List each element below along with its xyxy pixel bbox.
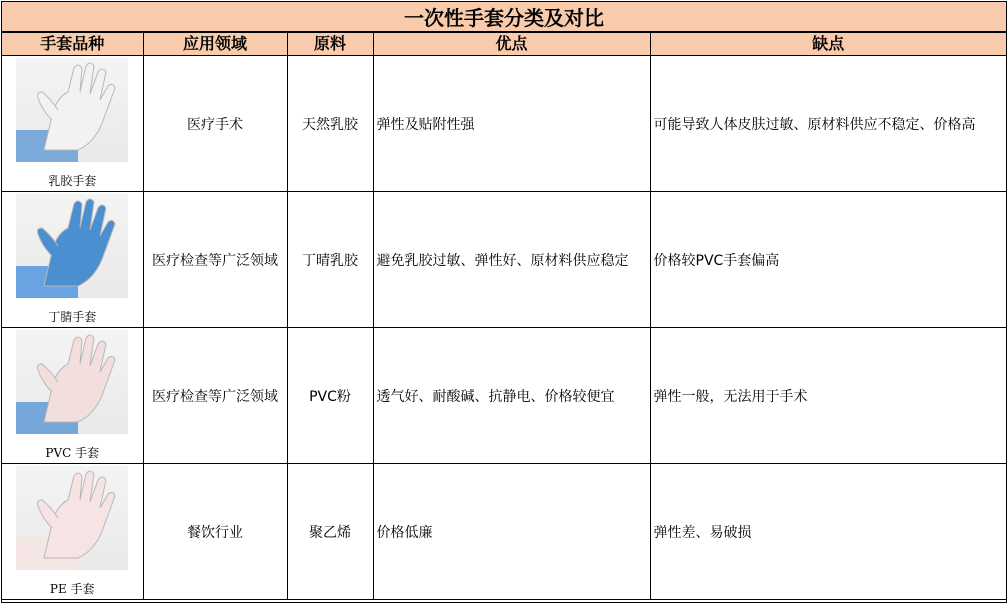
pros-cell: 透气好、耐酸碱、抗静电、价格较便宜 xyxy=(373,328,650,464)
field-cell: 医疗检查等广泛领域 xyxy=(143,192,287,328)
glove-photo xyxy=(16,194,128,298)
glove-icon xyxy=(16,194,128,298)
header-cons: 缺点 xyxy=(650,33,1006,56)
glove-icon xyxy=(16,330,128,434)
field-cell: 医疗检查等广泛领域 xyxy=(143,328,287,464)
glove-photo xyxy=(16,466,128,570)
pros-cell: 价格低廉 xyxy=(373,464,650,600)
glove-comparison-table xyxy=(2,32,1006,600)
header-field: 应用领域 xyxy=(143,33,287,56)
table-row xyxy=(2,464,1006,600)
glove-icon xyxy=(16,58,128,162)
glove-caption: 乳胶手套 xyxy=(48,174,97,188)
field-cell: 餐饮行业 xyxy=(143,464,287,600)
glove-caption: PE 手套 xyxy=(49,582,95,596)
header-variety: 手套品种 xyxy=(2,33,143,56)
glove-photo xyxy=(16,330,128,434)
material-cell: 天然乳胶 xyxy=(287,56,373,192)
glove-caption: 丁腈手套 xyxy=(48,310,97,324)
material-cell: 丁晴乳胶 xyxy=(287,192,373,328)
material-cell: 聚乙烯 xyxy=(287,464,373,600)
sheet-title: 一次性手套分类及对比 xyxy=(2,2,1006,32)
pros-cell: 弹性及贴附性强 xyxy=(373,56,650,192)
table-row xyxy=(2,192,1006,328)
header-pros: 优点 xyxy=(373,33,650,56)
variety-cell xyxy=(2,192,143,328)
glove-caption: PVC 手套 xyxy=(45,446,100,460)
table-row xyxy=(2,328,1006,464)
glove-icon xyxy=(16,466,128,570)
cons-cell: 价格较PVC手套偏高 xyxy=(650,192,1006,328)
variety-cell xyxy=(2,328,143,464)
cons-cell: 弹性差、易破损 xyxy=(650,464,1006,600)
table-row xyxy=(2,56,1006,192)
material-cell: PVC粉 xyxy=(287,328,373,464)
variety-cell xyxy=(2,56,143,192)
comparison-sheet xyxy=(1,1,1007,603)
pros-cell: 避免乳胶过敏、弹性好、原材料供应稳定 xyxy=(373,192,650,328)
cons-cell: 弹性一般，无法用于手术 xyxy=(650,328,1006,464)
header-row xyxy=(2,33,1006,56)
cons-cell: 可能导致人体皮肤过敏、原材料供应不稳定、价格高 xyxy=(650,56,1006,192)
header-material: 原料 xyxy=(287,33,373,56)
field-cell: 医疗手术 xyxy=(143,56,287,192)
glove-photo xyxy=(16,58,128,162)
variety-cell xyxy=(2,464,143,600)
